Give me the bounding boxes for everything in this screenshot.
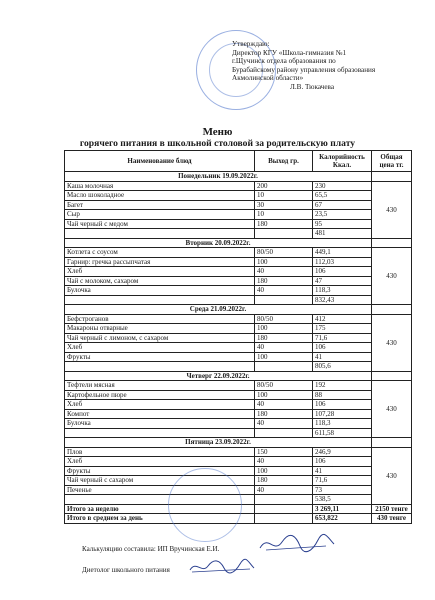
title-line-2: горячего питания в школьной столовой за родительскую плату: [79, 138, 356, 149]
total-calories: 653,822: [313, 514, 372, 524]
day-header-row: [65, 305, 412, 315]
table-row: [65, 267, 412, 277]
menu-body: [65, 172, 412, 524]
day-header-row: [65, 371, 412, 381]
dish-output: 80/50: [255, 381, 313, 391]
dish-name: Хлеб: [65, 343, 255, 353]
dish-name: Чай черный с сахаром: [65, 476, 255, 486]
approval-signer: Л.В. Тюкачева: [290, 82, 335, 91]
dish-output: 80/50: [255, 248, 313, 258]
dish-calories: 106: [313, 457, 372, 467]
dish-name: [65, 362, 255, 372]
dish-output: 100: [255, 466, 313, 476]
table-row: [65, 181, 412, 191]
day-label: Среда 21.09.2022г.: [65, 305, 372, 315]
dish-name: Сыр: [65, 210, 255, 220]
day-label: Четверг 22.09.2022г.: [65, 371, 372, 381]
dish-name: Макароны отварные: [65, 324, 255, 334]
dish-name: Бефстроганов: [65, 314, 255, 324]
dish-output: 180: [255, 476, 313, 486]
dish-name: Булочка: [65, 286, 255, 296]
day-header-row: [65, 438, 412, 448]
dish-output: 40: [255, 286, 313, 296]
dish-output: 180: [255, 409, 313, 419]
total-price: 2150 тенге: [372, 504, 412, 514]
day-price: 430: [372, 248, 412, 305]
dish-name: Хлеб: [65, 457, 255, 467]
dish-calories: 192: [313, 381, 372, 391]
dish-calories: 106: [313, 343, 372, 353]
dish-name: Котлета с соусом: [65, 248, 255, 258]
dish-output: 30: [255, 200, 313, 210]
table-row: [65, 390, 412, 400]
dish-calories: 175: [313, 324, 372, 334]
total-calories: 3 269,11: [313, 504, 372, 514]
approval-line: Директор КГУ «Школа-гимназия №1: [232, 48, 347, 57]
dish-calories: 106: [313, 400, 372, 410]
table-row: [65, 343, 412, 353]
dish-name: Компот: [65, 409, 255, 419]
dish-name: Чай черный с медом: [65, 219, 255, 229]
dish-calories: 112,03: [313, 257, 372, 267]
dish-output: 40: [255, 343, 313, 353]
day-header-price-cell: [372, 371, 412, 381]
title-line-1: Меню: [202, 126, 233, 138]
table-row: [65, 400, 412, 410]
day-price: 430: [372, 447, 412, 504]
dish-output: 40: [255, 400, 313, 410]
table-row: [65, 191, 412, 201]
dish-output: 200: [255, 181, 313, 191]
dish-calories: 412: [313, 314, 372, 324]
dish-calories: 106: [313, 267, 372, 277]
dish-output: 40: [255, 419, 313, 429]
table-row: [65, 324, 412, 334]
dish-calories: 23,5: [313, 210, 372, 220]
dish-output: 100: [255, 390, 313, 400]
dish-name: Чай черный с лимоном, с сахаром: [65, 333, 255, 343]
dish-output: 180: [255, 333, 313, 343]
table-row: [65, 362, 412, 372]
dish-name: [65, 295, 255, 305]
total-price: 430 тенге: [372, 514, 412, 524]
col-header-output: Выход гр.: [255, 151, 313, 172]
dish-output: 40: [255, 457, 313, 467]
total-empty: [255, 504, 313, 514]
day-label: Пятница 23.09.2022г.: [65, 438, 372, 448]
dish-output: [255, 295, 313, 305]
dish-output: 150: [255, 447, 313, 457]
total-empty: [255, 514, 313, 524]
table-row: [65, 229, 412, 239]
approval-line: Бурабайскому району управления образования: [232, 65, 376, 74]
table-row: [65, 295, 412, 305]
dish-name: Тефтели мясная: [65, 381, 255, 391]
day-header-row: [65, 238, 412, 248]
day-price: 430: [372, 181, 412, 238]
day-label: Понедельник 19.09.2022г.: [65, 172, 372, 182]
table-row: [65, 457, 412, 467]
day-header-price-cell: [372, 238, 412, 248]
table-row: [65, 476, 412, 486]
dish-calories: 41: [313, 352, 372, 362]
dish-calories: 88: [313, 390, 372, 400]
dish-name: Картофельное пюре: [65, 390, 255, 400]
table-header-row: [65, 151, 412, 172]
table-row: [65, 352, 412, 362]
dish-output: [255, 428, 313, 438]
dish-calories: 118,3: [313, 419, 372, 429]
dish-calories: 832,43: [313, 295, 372, 305]
dish-name: Плов: [65, 447, 255, 457]
dish-name: Гарнир: гречка рассыпчатая: [65, 257, 255, 267]
dish-name: Фрукты: [65, 352, 255, 362]
day-header-price-cell: [372, 305, 412, 315]
table-row: [65, 200, 412, 210]
dish-output: [255, 362, 313, 372]
dish-calories: 118,3: [313, 286, 372, 296]
dish-name: Печенье: [65, 485, 255, 495]
day-header-price-cell: [372, 172, 412, 182]
dish-output: 180: [255, 219, 313, 229]
dish-calories: 538,5: [313, 495, 372, 505]
dish-name: Фрукты: [65, 466, 255, 476]
dish-output: 100: [255, 257, 313, 267]
dish-output: [255, 495, 313, 505]
table-row: [65, 248, 412, 258]
dish-calories: 481: [313, 229, 372, 239]
dish-calories: 73: [313, 485, 372, 495]
day-label: Вторник 20.09.2022г.: [65, 238, 372, 248]
dish-name: Масло шоколадное: [65, 191, 255, 201]
dish-calories: 71,6: [313, 476, 372, 486]
dish-output: 100: [255, 352, 313, 362]
dish-calories: 65,5: [313, 191, 372, 201]
table-row: [65, 314, 412, 324]
dish-output: 40: [255, 485, 313, 495]
signature-diet: [186, 556, 258, 578]
approval-line: Акмолинской области»: [232, 74, 304, 83]
total-label: Итого в среднем за день: [65, 514, 255, 524]
day-price: 430: [372, 314, 412, 371]
calculation-author: Калькуляцию составила: ИП Вручинская Е.И.: [82, 545, 220, 553]
dish-name: Багет: [65, 200, 255, 210]
approval-line: г.Щучинск отдела образования по: [232, 57, 336, 66]
dish-name: [65, 428, 255, 438]
approval-block: [232, 40, 432, 92]
dish-output: 100: [255, 324, 313, 334]
stamp-faint: [168, 468, 242, 542]
dish-output: 10: [255, 210, 313, 220]
dish-output: 180: [255, 276, 313, 286]
table-row: [65, 333, 412, 343]
table-row: [65, 210, 412, 220]
col-header-calories: Калорийность Ккал.: [313, 151, 372, 172]
day-header-row: [65, 172, 412, 182]
dish-output: 40: [255, 267, 313, 277]
table-row: [65, 219, 412, 229]
table-row: [65, 276, 412, 286]
dish-calories: 41: [313, 466, 372, 476]
menu-table: [64, 150, 412, 524]
dish-calories: 67: [313, 200, 372, 210]
day-header-price-cell: [372, 438, 412, 448]
approval-line: Утверждаю:: [232, 40, 270, 48]
dish-calories: 107,28: [313, 409, 372, 419]
table-row: [65, 466, 412, 476]
table-row: [65, 257, 412, 267]
dish-calories: 230: [313, 181, 372, 191]
dish-calories: 449,1: [313, 248, 372, 258]
dish-calories: 71,6: [313, 333, 372, 343]
dish-name: [65, 229, 255, 239]
col-header-price: Общая цена тг.: [372, 151, 412, 172]
dish-name: Каша молочная: [65, 181, 255, 191]
table-row: [65, 409, 412, 419]
page-title: [0, 126, 435, 149]
dish-calories: 47: [313, 276, 372, 286]
table-row: [65, 428, 412, 438]
dish-output: [255, 229, 313, 239]
table-row: [65, 447, 412, 457]
table-row: [65, 419, 412, 429]
dish-calories: 95: [313, 219, 372, 229]
dish-name: Чай с молоком, сахаром: [65, 276, 255, 286]
dish-name: Хлеб: [65, 400, 255, 410]
dish-name: Булочка: [65, 419, 255, 429]
dietitian-label: Диетолог школьного питания: [82, 566, 170, 574]
total-label: Итого за неделю: [65, 504, 255, 514]
col-header-dish: Наименование блюд: [65, 151, 255, 172]
table-row: [65, 286, 412, 296]
day-price: 430: [372, 381, 412, 438]
dish-output: 10: [255, 191, 313, 201]
dish-name: Хлеб: [65, 267, 255, 277]
signature-calc: [256, 532, 336, 556]
table-row: [65, 381, 412, 391]
dish-output: 80/50: [255, 314, 313, 324]
dish-calories: 611,58: [313, 428, 372, 438]
dish-calories: 246,9: [313, 447, 372, 457]
dish-calories: 805,6: [313, 362, 372, 372]
